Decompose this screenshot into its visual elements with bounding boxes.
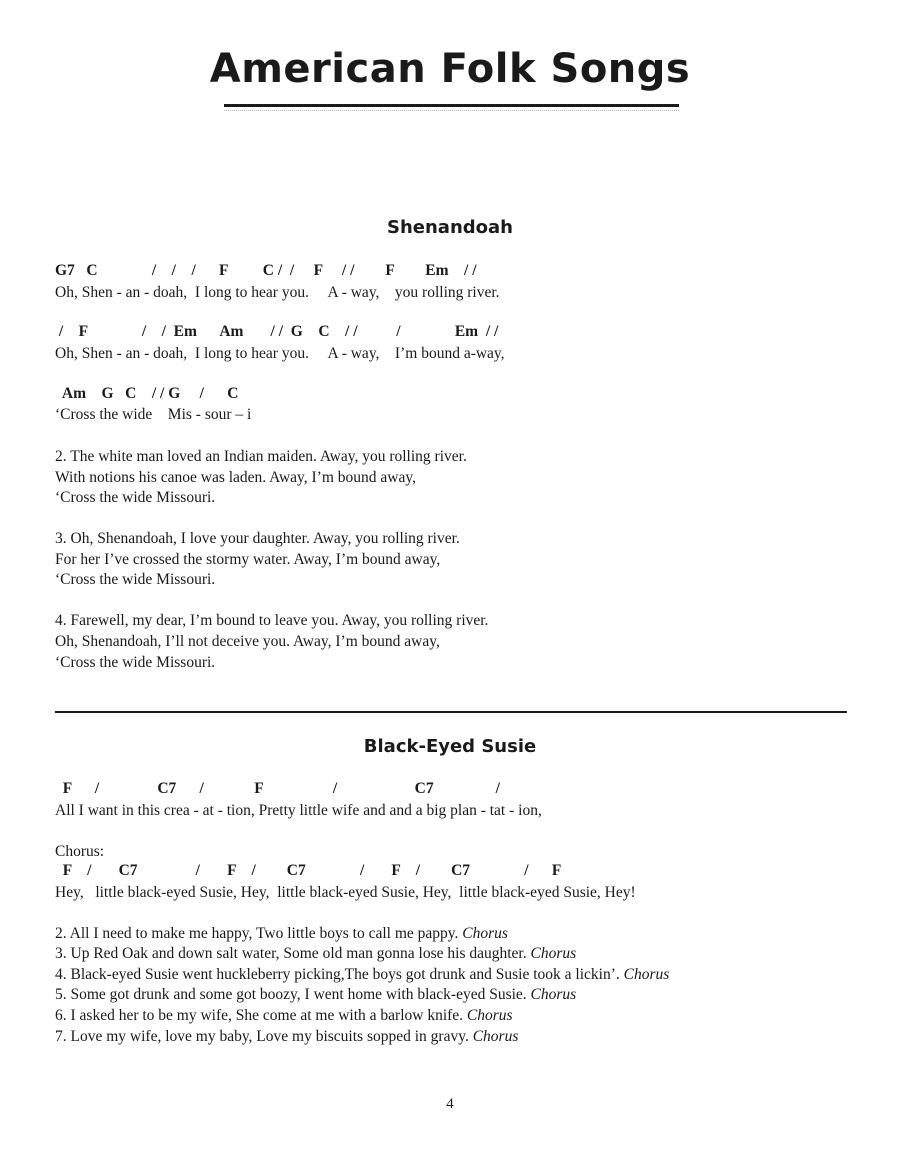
page-number: 4 — [446, 1096, 454, 1112]
lyric-line: Hey, little black-eyed Susie, Hey, little black-eyed Susie, Hey, little black-eyed Susie, Hey! — [55, 884, 636, 901]
section-divider — [55, 711, 847, 713]
chorus-tag: Chorus — [623, 966, 670, 983]
chord-line: F / C7 / F / C7 / — [55, 780, 500, 797]
verse-line: ‘Cross the wide Missouri. — [55, 489, 216, 506]
chord-line: F / C7 / F / C7 / F / C7 / F — [55, 862, 562, 879]
chord-line: / F / / Em Am / / G C / / / Em / / — [55, 323, 499, 340]
verse-line: 2. The white man loved an Indian maiden. Away, you rolling river. — [55, 448, 467, 465]
lyric-line: ‘Cross the wide Mis - sour – i — [55, 406, 252, 423]
lyric-line: All I want in this crea - at - tion, Pretty little wife and and a big plan - tat - ion, — [55, 802, 542, 819]
chorus-tag: Chorus — [462, 925, 508, 942]
verse-line: ‘Cross the wide Missouri. — [55, 571, 216, 588]
chord-line: G7 C / / / F C / / F / / F Em / / — [55, 262, 477, 279]
page-title: American Folk Songs — [209, 46, 691, 92]
verse-line: Oh, Shenandoah, I’ll not deceive you. Away, I’m bound away, — [55, 633, 440, 650]
verse-line: ‘Cross the wide Missouri. — [55, 654, 216, 671]
verse-line: 4. Black-eyed Susie went huckleberry picking,The boys got drunk and Susie took a lickin’. Chorus — [55, 966, 670, 983]
song-title-black-eyed-susie: Black-Eyed Susie — [363, 736, 537, 757]
verse-line: For her I’ve crossed the stormy water. Away, I’m bound away, — [55, 551, 441, 568]
chorus-label: Chorus: — [55, 843, 105, 860]
verse-line: 4. Farewell, my dear, I’m bound to leave you. Away, you rolling river. — [55, 612, 489, 629]
lyric-line: Oh, Shen - an - doah, I long to hear you. A - way, you rolling river. — [55, 284, 500, 301]
chorus-tag: Chorus — [530, 945, 577, 962]
verse-line: 5. Some got drunk and some got boozy, I went home with black-eyed Susie. Chorus — [55, 986, 577, 1003]
title-underline — [224, 104, 679, 107]
lyric-line: Oh, Shen - an - doah, I long to hear you. A - way, I’m bound a-way, — [55, 345, 505, 362]
verse-line: 3. Oh, Shenandoah, I love your daughter. Away, you rolling river. — [55, 530, 460, 547]
song-title-shenandoah: Shenandoah — [387, 217, 513, 238]
verse-line: 6. I asked her to be my wife, She come at me with a barlow knife. Chorus — [55, 1007, 513, 1024]
verse-line: 7. Love my wife, love my baby, Love my biscuits sopped in gravy. Chorus — [55, 1028, 519, 1045]
chord-line: Am G C / / G / C — [55, 385, 239, 402]
chorus-tag: Chorus — [466, 1007, 513, 1024]
verse-line: With notions his canoe was laden. Away, I’m bound away, — [55, 469, 416, 486]
chorus-tag: Chorus — [472, 1028, 519, 1045]
verse-line: 3. Up Red Oak and down salt water, Some old man gonna lose his daughter. Chorus — [55, 945, 577, 962]
chorus-tag: Chorus — [530, 986, 577, 1003]
title-dotted-rule — [224, 110, 679, 111]
verse-line: 2. All I need to make me happy, Two little boys to call me pappy. Chorus — [55, 925, 508, 942]
